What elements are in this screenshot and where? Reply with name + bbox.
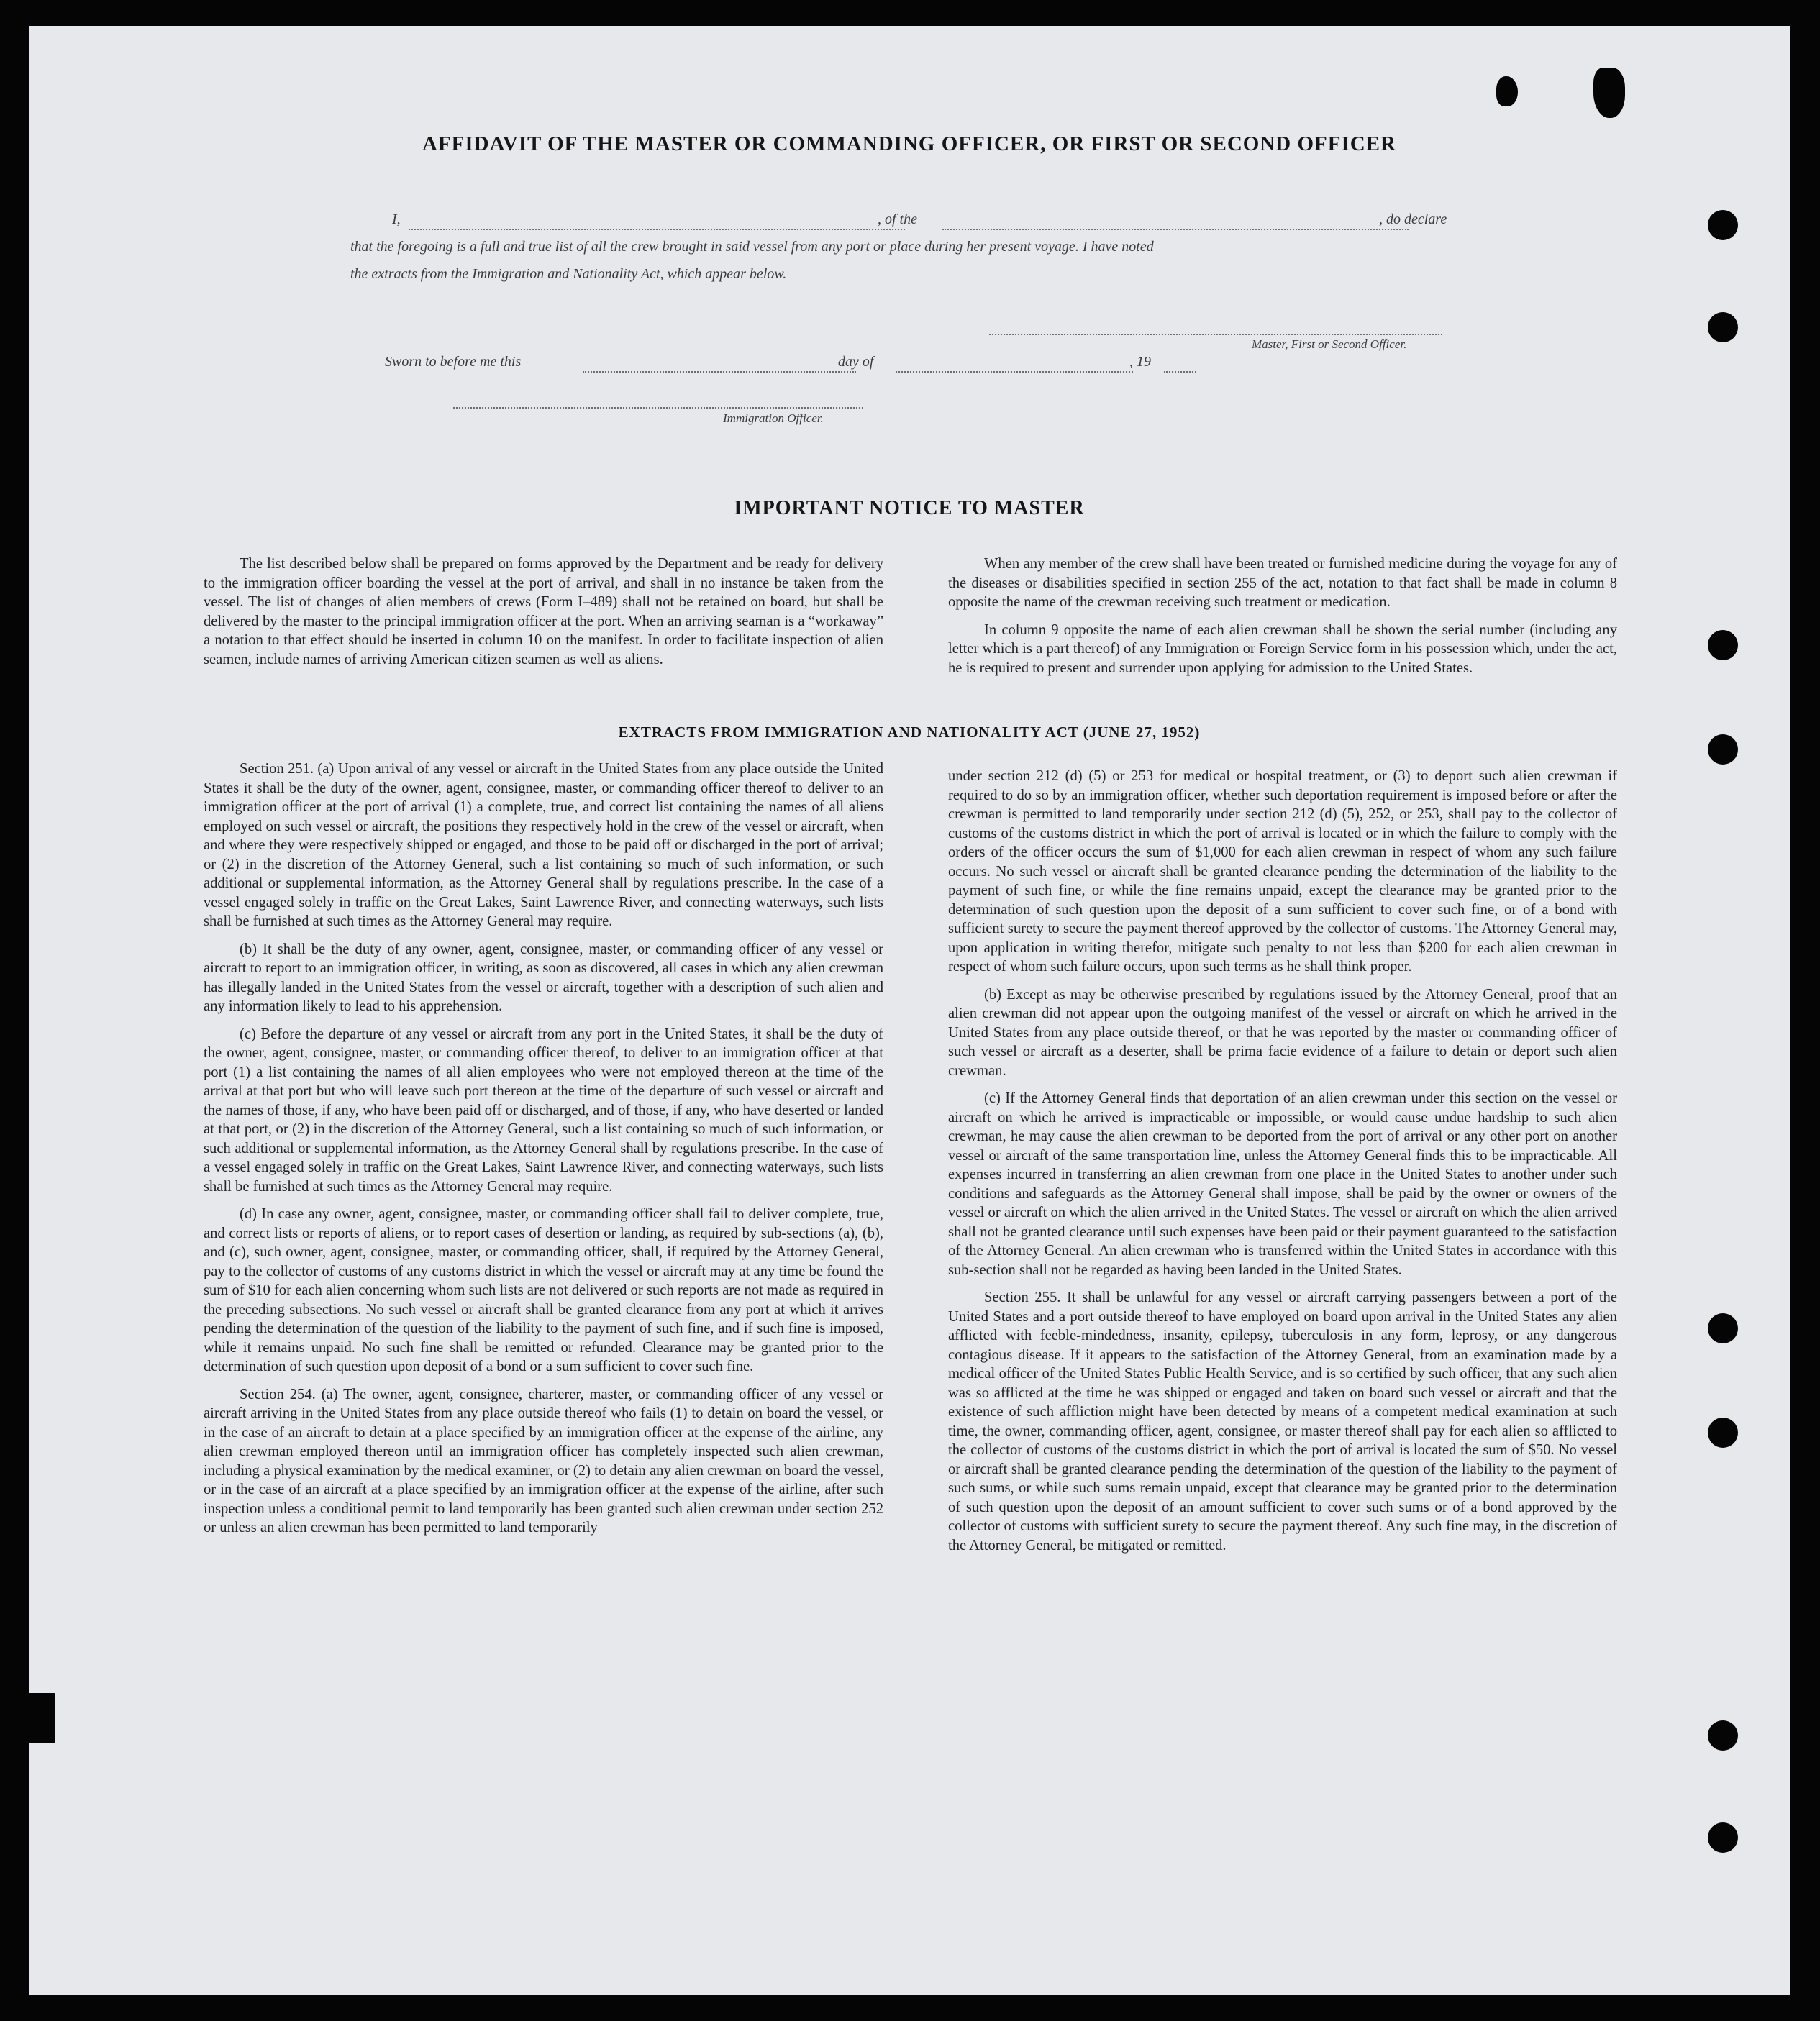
extract-paragraph: under section 212 (d) (5) or 253 for medical or hospital treatment, or (3) to deport such alien crewman if required to do so by an immigration officer, whether such deportation requirement is imposed before or after the crewman is permitted to land temporarily under section 212 (d) (5), 252, or 253, shall pay to the collector of customs of the customs district in which the port of arrival is located or in which the failure to comply with the orders of the officer occurs the sum of $1,000 for each alien crewman in respect of whom any such failure occurs. No such vessel or aircraft shall be granted clearance pending the determination of the liability to the payment of such fine, or while the fine remains unpaid, except the clearance may be granted prior to the determination of such question upon the deposit of a sum sufficient to cover such fine, or of a bond with sufficient surety to secure the payment thereof approved by the collector of customs. The Attorney General may, upon application in writing therefor, mitigate such penalty to not less than $200 for each alien crewman in respect of whom such failure occurs, upon such terms as he shall think proper.	[948, 768, 1617, 975]
sworn-day-line	[583, 371, 856, 373]
notice-title: IMPORTANT NOTICE TO MASTER	[734, 497, 1085, 519]
extract-paragraph: (d) In case any owner, agent, consignee, master, or commanding officer shall fail to deliver complete, true, and correct lists or reports of aliens, or to report cases of desertion or landing, as required by sub-sections (a), (b), and (c), such owner, agent, consignee, master, or commanding officer, shall, if required by the Attorney General, pay to the collector of customs of any customs district in which the vessel or aircraft may at any time be found the sum of $10 for each alien concerning whom such lists are not delivered or such reports are not made as required in the preceding subsections. No such vessel or aircraft shall be granted clearance from any port at which it arrives pending the determination of the question of the liability to the payment of such fine, and if such fine is imposed, while it remains unpaid. No such fine shall be remitted or refunded. Clearance may be granted prior to the determination of such question upon deposit of a bond or a sum sufficient to cover such fine.	[204, 1206, 883, 1374]
punch-hole	[1708, 312, 1738, 342]
ink-blot	[1593, 68, 1625, 118]
name-fill-line	[409, 229, 905, 230]
extract-paragraph: (c) Before the departure of any vessel or aircraft from any port in the United States, it shall be the duty of the owner, agent, consignee, master, or commanding officer thereof, to deliver to an immigration officer at that port (1) a list containing the names of all alien employees who were not employed thereon at the time of the arrival at that port but who will leave such port thereon at the time of the departure of such vessel or aircraft and the names of those, if any, who have been paid off or discharged, and of those, if any, who have deserted or landed at that port, or (2) in the discretion of the Attorney General, such a list containing so much of such information, or such additional or supplemental information, as the Attorney General shall by regulations prescribe. In the case of a vessel engaged solely in traffic on the Great Lakes, Saint Lawrence River, and connecting waterways, such lists shall be furnished at such times as the Attorney General may require.	[204, 1026, 883, 1195]
punch-hole	[1708, 734, 1738, 765]
immigration-officer-line	[453, 407, 863, 409]
sworn-text: Sworn to before me this	[385, 354, 522, 370]
year-prefix-label: , 19	[1129, 354, 1151, 370]
extract-paragraph: (b) Except as may be otherwise prescribed by regulations issued by the Attorney General, proof that an alien crewman did not appear upon the outgoing manifest of the vessel or aircraft on which he arrived in the United States from any place outside thereof, or that he was reported by the master or commanding officer of such vessel or aircraft as a deserter, shall be prima facie evidence of a failure to detain or deport such alien crewman.	[948, 986, 1617, 1079]
notice-right-paragraph: In column 9 opposite the name of each alien crewman shall be shown the serial number (including any letter which is a part thereof) of any Immigration or Foreign Service form in his possession which, under the act, he is required to present and surrender upon applying for admission to the United States.	[948, 621, 1617, 676]
notice-right-column	[948, 555, 1617, 686]
document-page	[29, 26, 1790, 1995]
notice-left-paragraph: The list described below shall be prepared on forms approved by the Department and be ready for delivery to the immigration officer boarding the vessel at the port of arrival, and shall in no instance be taken from the vessel. The list of changes of alien members of crews (Form I–489) shall not be retained on board, but shall be delivered by the master to the principal immigration officer at the port. When an arriving seaman is a “workaway” a notation to that effect should be inserted in column 10 on the manifest. In order to facilitate inspection of alien seamen, include names of arriving American citizen seamen as well as aliens.	[204, 556, 883, 667]
extract-paragraph: Section 254. (a) The owner, agent, consignee, charterer, master, or commanding officer of any vessel or aircraft arriving in the United States from any place outside thereof who fails (1) to detain on board the vessel, or in the case of an aircraft to detain at a place specified by an immigration officer at the expense of the airline, any alien crewman employed thereon until an immigration officer has completely inspected such alien crewman, including a physical examination by the medical examiner, or (2) to detain any alien crewman on board the vessel, or in the case of an aircraft at a place specified by an immigration officer at the expense of the airline, after such inspection unless a conditional permit to land temporarily has been granted such alien crewman under section 252 or unless an alien crewman has been permitted to land temporarily	[204, 1386, 883, 1536]
punch-hole	[1708, 1720, 1738, 1751]
sworn-month-line	[896, 371, 1133, 373]
extract-paragraph: Section 255. It shall be unlawful for any vessel or aircraft carrying passengers between a port of the United States and a port outside thereof to have employed on board upon arrival in the United States any alien afflicted with feeble-mindedness, insanity, epilepsy, tuberculosis in any form, leprosy, or any dangerous contagious disease. If it appears to the satisfaction of the Attorney General, from an examination made by a medical officer of the United States Public Health Service, and is so certified by such officer, that any such alien was so afflicted at the time he was shipped or engaged and taken on board such vessel or aircraft and that the existence of such affliction might have been detected by means of a competent medical examination at such time, the owner, commanding officer, agent, consignee, or master thereof shall pay for each alien so afflicted to the collector of customs of the customs district in which the port of arrival is located the sum of $50. No vessel or aircraft shall be granted clearance pending the determination of the question of the liability to the payment of such sums, or while such sums remain unpaid, except that clearance may be granted prior to the determination of such question upon the deposit of an amount sufficient to cover such sums or of a bond approved by the collector of customs with sufficient surety to secure the payment thereof. Any such fine may, in the discretion of the Attorney General, be mitigated or remitted.	[948, 1290, 1617, 1554]
punch-hole	[1708, 210, 1738, 240]
vessel-fill-line	[942, 229, 1409, 230]
extract-paragraph: (b) It shall be the duty of any owner, agent, consignee, master, or commanding officer of any vessel or aircraft to report to an immigration officer, in writing, as soon as discovered, all cases in which any alien crewman has illegally landed in the United States from the vessel or aircraft, together with a description of such alien and any information likely to lead to his apprehension.	[204, 941, 883, 1014]
punch-hole	[1708, 1822, 1738, 1853]
affidavit-line-3: the extracts from the Immigration and Nationality Act, which appear below.	[350, 266, 787, 282]
extract-paragraph: (c) If the Attorney General finds that deportation of an alien crewman under this section on the vessel or aircraft on which he arrived is impracticable or impossible, or would cause undue hardship to such alien crewman, he may cause the alien crewman to be deported from the port of arrival or any other port on another vessel or aircraft of the same transportation line, unless the Attorney General finds this to be impracticable. All expenses incurred in transferring an alien crewman from one place in the United States to another under such conditions and safeguards as the Attorney General shall impose, shall be paid by the owner or owners of the vessel or aircraft on which the alien arrived in the United States. The vessel or aircraft on which the alien arrived shall not be granted clearance until such expenses have been paid or their payment guaranteed to the satisfaction of the Attorney General. An alien crewman who is transferred within the United States in accordance with this sub-section shall not be regarded as having been landed in the United States.	[948, 1090, 1617, 1278]
affidavit-title: AFFIDAVIT OF THE MASTER OR COMMANDING OFFICER, OR FIRST OR SECOND OFFICER	[422, 132, 1396, 155]
punch-hole	[1708, 1313, 1738, 1343]
master-signature-caption: Master, First or Second Officer.	[1252, 337, 1407, 351]
notice-right-paragraph: When any member of the crew shall have been treated or furnished medicine during the voyage for any of the diseases or disabilities specified in section 255 of the act, notation to that fact shall be made in column 8 opposite the name of the crewman receiving such treatment or medication.	[948, 556, 1617, 610]
notice-left-column	[204, 555, 883, 678]
punch-hole	[1708, 630, 1738, 660]
day-of-label: day of	[838, 354, 874, 370]
extracts-right-column	[948, 767, 1617, 1564]
affidavit-i-label: I,	[392, 211, 401, 227]
sworn-year-line	[1164, 371, 1196, 373]
affidavit-of-the-label: , of the	[878, 211, 917, 227]
edge-tab	[29, 1693, 55, 1743]
affidavit-do-declare-label: , do declare	[1379, 211, 1447, 227]
extract-paragraph: Section 251. (a) Upon arrival of any vessel or aircraft in the United States from any place outside the United States it shall be the duty of the owner, agent, consignee, master, or commanding officer thereof to deliver to an immigration officer at the port of arrival (1) a complete, true, and correct list containing the names of all aliens employed on such vessel or aircraft, the positions they respectively hold in the crew of the vessel or aircraft, when and where they were respectively shipped or engaged, and those to be paid off or discharged in the port of arrival; or (2) in the discretion of the Attorney General, such a list containing so much of such information, or such additional or supplemental information, as the Attorney General shall by regulations prescribe. In the case of a vessel engaged solely in traffic on the Great Lakes, Saint Lawrence River, and connecting waterways, such lists shall be furnished at such times as the Attorney General may require.	[204, 761, 883, 929]
extracts-left-column	[204, 759, 883, 1546]
ink-blot	[1496, 76, 1518, 106]
extracts-title: EXTRACTS FROM IMMIGRATION AND NATIONALITY ACT (JUNE 27, 1952)	[618, 724, 1201, 741]
punch-hole	[1708, 1418, 1738, 1448]
master-signature-line	[989, 334, 1442, 335]
immigration-officer-caption: Immigration Officer.	[723, 411, 824, 425]
affidavit-line-2: that the foregoing is a full and true list of all the crew brought in said vessel from any port or place during her present voyage. I have noted	[350, 239, 1154, 255]
